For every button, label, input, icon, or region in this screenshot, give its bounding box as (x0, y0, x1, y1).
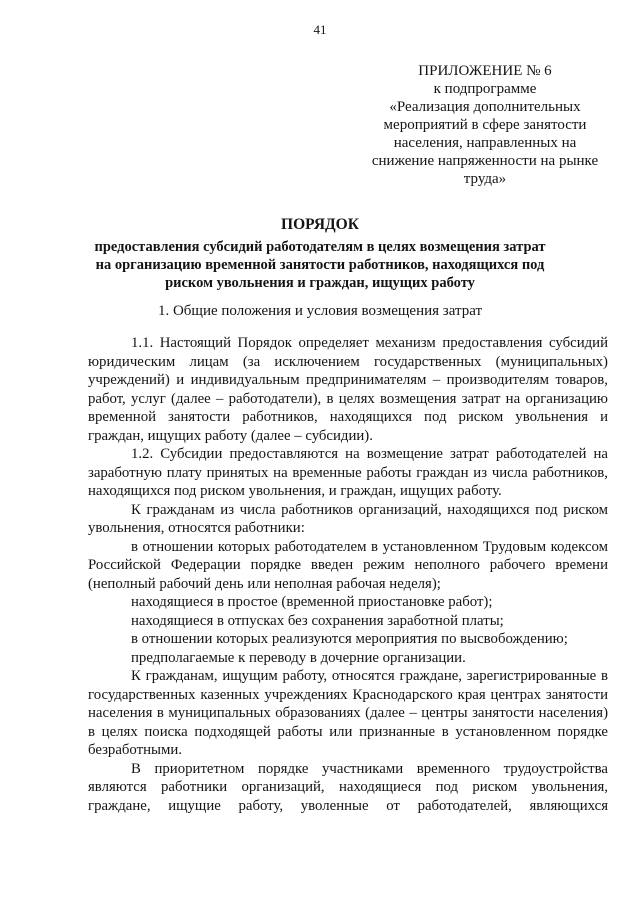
section-heading: 1. Общие положения и условия возмещения затрат (157, 303, 483, 319)
paragraph-at-risk-definition: К гражданам из числа работников организаций, находящихся под риском увольнения, относятся работники: (88, 501, 608, 536)
appendix-block (355, 62, 615, 188)
appendix-line: мероприятий в сфере занятости (383, 117, 587, 133)
paragraph-1-2: 1.2. Субсидии предоставляются на возмещение затрат работодателей на заработную плату принятых на временные работы граждан из числа работников, находящихся под риском увольнения, и граждан, ищущих работу. (88, 446, 608, 499)
list-item: в отношении которых реализуются мероприятия по высвобождению; (131, 631, 568, 647)
paragraph-job-seekers: К гражданам, ищущим работу, относятся граждане, зарегистрированные в государственных казенных учреждениях Краснодарского края центрах занятости населения в муниципальных образованиях (далее – центры занятости населения) в целях поиска подходящей работы или признанные в установленном порядке безработными. (88, 668, 608, 758)
document-subtitle-line: риском увольнения и граждан, ищущих работу (165, 275, 475, 291)
appendix-line: к подпрограмме (433, 81, 537, 97)
list-item: в отношении которых работодателем в установленном Трудовым кодексом Российской Федерации порядке введен режим неполного рабочего времени (неполный рабочий день или неполная рабочая неделя); (88, 538, 608, 592)
document-title: ПОРЯДОК (281, 216, 359, 233)
paragraph-1-1: 1.1. Настоящий Порядок определяет механизм предоставления субсидий юридическим лицам (за исключением государственных (муниципальных) учреждений) и индивидуальным предпринимателям – производителям товаров, работ, услуг (далее – работодатели), в целях возмещения затрат на организацию временной занятости работников, находящихся под риском увольнения и граждан, ищущих работу (далее – субсидии). (88, 335, 608, 444)
paragraph-priority: В приоритетном порядке участниками временного трудоустройства являются работники организаций, находящиеся под риском увольнения, граждане, ищущие работу, уволенные от работодателей, являющихся (88, 760, 608, 814)
list-item: находящиеся в отпусках без сохранения заработной платы; (131, 612, 504, 629)
appendix-line: «Реализация дополнительных (389, 99, 581, 115)
appendix-line: ПРИЛОЖЕНИЕ № 6 (418, 63, 552, 79)
body-text (88, 334, 608, 815)
appendix-line: снижение напряженности на рынке (371, 153, 599, 169)
document-subtitle-line: на организацию временной занятости работников, находящихся под (95, 257, 545, 273)
appendix-line: населения, направленных на (393, 135, 577, 151)
appendix-line: труда» (463, 171, 507, 187)
document-title-block (70, 216, 570, 292)
list-item: предполагаемые к переводу в дочерние организации. (131, 649, 466, 666)
list-item: находящиеся в простое (временной приостановке работ); (131, 594, 493, 610)
page-number: 41 (313, 22, 327, 37)
document-subtitle-line: предоставления субсидий работодателям в целях возмещения затрат (94, 239, 546, 255)
